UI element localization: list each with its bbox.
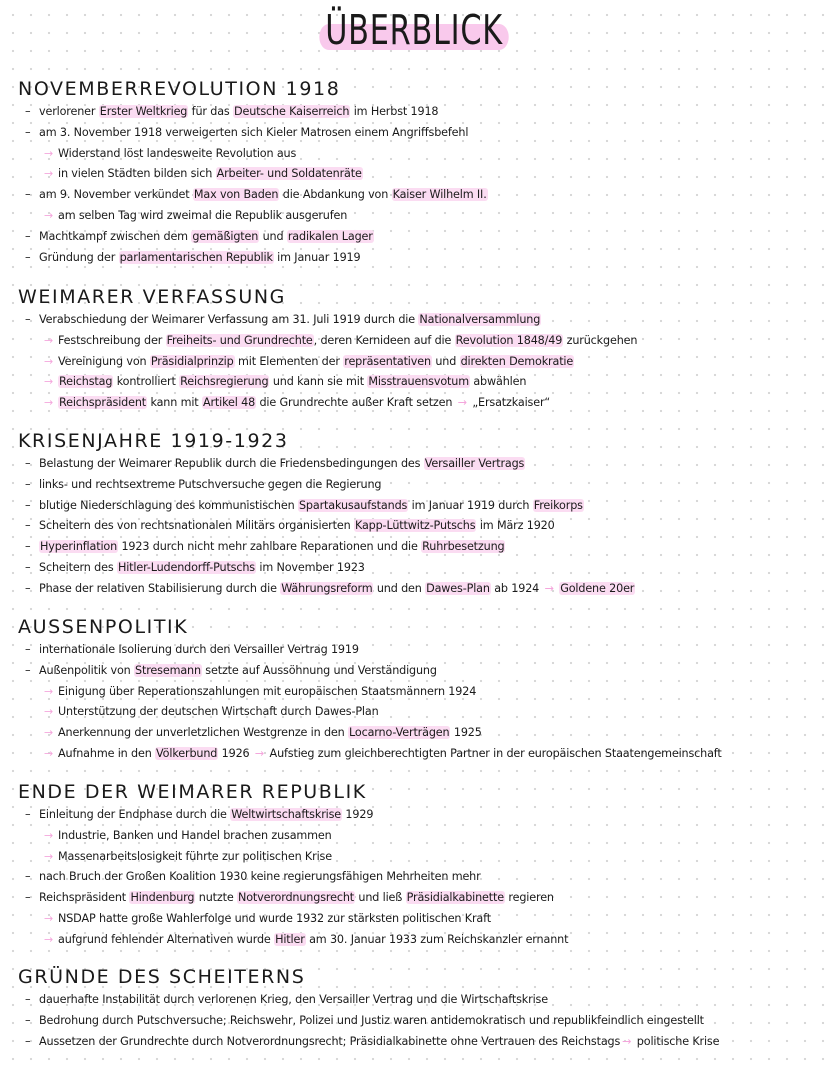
list-item <box>18 227 818 248</box>
highlighted-term: gemäßigten <box>192 229 259 243</box>
bullet-dash-icon: – <box>25 250 31 264</box>
section-heading: GRÜNDE DES SCHEITERNS <box>18 966 306 988</box>
highlighted-term: Reichspräsident <box>59 396 147 410</box>
section-gruende-scheiterns <box>18 964 818 1052</box>
item-text: aufgrund fehlender Alternativen wurde <box>58 932 275 946</box>
bullet-dash-icon: – <box>25 870 31 884</box>
highlighted-term: Arbeiter- und Soldatenräte <box>216 167 362 181</box>
item-list <box>18 310 818 414</box>
item-text: und den <box>373 581 426 595</box>
highlighted-term: Hindenburg <box>130 891 195 905</box>
highlighted-term: Hitler <box>275 932 305 946</box>
item-text: im Herbst 1918 <box>350 105 439 118</box>
highlighted-term: Präsidialprinzip <box>150 354 234 368</box>
arrow-right-icon: → <box>44 932 54 946</box>
highlighted-term: Spartakusaufstands <box>298 498 408 512</box>
item-list <box>18 640 818 765</box>
highlighted-term: Revolution 1848/49 <box>455 333 563 347</box>
arrow-right-icon: → <box>544 581 554 595</box>
item-text: kontrolliert <box>113 375 180 389</box>
section-heading: ENDE DER WEIMARER REPUBLIK <box>18 781 367 803</box>
list-item <box>18 888 818 909</box>
sub-list-item <box>18 723 818 744</box>
sub-list-item <box>18 144 818 165</box>
arrow-right-icon: → <box>44 167 54 181</box>
highlighted-term: Dawes-Plan <box>426 581 490 595</box>
highlighted-term: Reichstag <box>59 375 113 389</box>
bullet-dash-icon: – <box>25 663 31 677</box>
bullet-dash-icon: – <box>25 477 31 491</box>
sub-list-item <box>18 930 818 951</box>
sub-list-item <box>18 331 818 352</box>
item-text: Scheitern des von rechtsnationalen Militärs organisierten <box>39 519 354 533</box>
highlighted-term: parlamentarischen Republik <box>119 250 273 264</box>
arrow-right-icon: → <box>44 375 54 389</box>
bullet-dash-icon: – <box>25 1013 31 1027</box>
item-text: regieren <box>505 891 554 905</box>
highlighted-term: Währungsreform <box>281 581 373 595</box>
highlighted-term: Hyperinflation <box>40 540 118 554</box>
item-text: und <box>259 229 287 243</box>
sub-list-item <box>18 682 818 703</box>
bullet-dash-icon: – <box>25 808 31 821</box>
arrow-right-icon: → <box>44 911 54 925</box>
item-list <box>18 990 818 1052</box>
highlighted-term: direkten Demokratie <box>460 354 574 368</box>
highlighted-term: Freiheits- und Grundrechte <box>166 333 313 347</box>
highlighted-term: Hitler-Ludendorff-Putschs <box>117 560 255 574</box>
arrow-right-icon: → <box>457 396 467 410</box>
list-item <box>18 102 818 123</box>
item-text: ab 1924 <box>490 581 543 595</box>
list-item <box>18 516 818 537</box>
item-text: Massenarbeitslosigkeit führte zur politischen Krise <box>58 849 332 863</box>
item-text: blutige Niederschlagung des kommunistischen <box>39 498 298 512</box>
item-text: am selben Tag wird zweimal die Republik ausgerufen <box>58 208 348 222</box>
arrow-right-icon: → <box>44 705 54 719</box>
item-text: Machtkampf zwischen dem <box>39 229 192 243</box>
sub-list-item <box>18 744 818 765</box>
item-text: am 3. November 1918 verweigerten sich Kieler Matrosen einem Angriffsbefehl <box>39 125 469 139</box>
item-text: Belastung der Weimarer Republik durch die Friedensbedingungen des <box>39 457 424 470</box>
item-text: Industrie, Banken und Handel brachen zusammen <box>58 828 332 842</box>
bullet-dash-icon: – <box>25 993 31 1006</box>
list-item <box>18 640 818 661</box>
item-text: und ließ <box>355 891 406 905</box>
highlighted-term: Notverordnungsrecht <box>237 891 354 905</box>
list-item <box>18 1032 818 1053</box>
highlighted-term: Reichsregierung <box>180 375 269 389</box>
highlighted-term: Präsidialkabinette <box>406 891 505 905</box>
highlighted-term: radikalen Lager <box>287 229 373 243</box>
item-list <box>18 805 818 951</box>
section-weimarer-verfassung <box>18 284 818 414</box>
sub-list-item <box>18 826 818 847</box>
page-title: ÜBERBLICK <box>318 6 510 54</box>
list-item <box>18 579 818 600</box>
highlighted-term: Max von Baden <box>193 188 279 202</box>
item-list <box>18 454 818 600</box>
item-text: Scheitern des <box>39 560 117 574</box>
bullet-dash-icon: – <box>25 457 31 470</box>
item-text: und kann sie mit <box>269 375 368 389</box>
list-item <box>18 454 818 475</box>
list-item <box>18 248 818 269</box>
highlighted-term: Misstrauensvotum <box>368 375 469 389</box>
highlighted-term: Völkerbund <box>156 746 218 760</box>
highlighted-term: Stresemann <box>135 663 201 677</box>
arrow-right-icon: → <box>44 746 54 760</box>
item-text: Einigung über Reperationszahlungen mit europäischen Staatsmännern 1924 <box>58 684 477 698</box>
section-krisenjahre <box>18 428 818 600</box>
item-text: 1925 <box>450 726 482 740</box>
section-heading: WEIMARER VERFASSUNG <box>18 286 286 308</box>
item-text: setzte auf Aussöhnung und Verständigung <box>201 663 437 677</box>
section-heading: KRISENJAHRE 1919-1923 <box>18 430 289 452</box>
item-text: Anerkennung der unverletzlichen Westgrenze in den <box>58 726 349 740</box>
sub-list-item <box>18 847 818 868</box>
arrow-right-icon: → <box>44 396 54 410</box>
section-heading: NOVEMBERREVOLUTION 1918 <box>18 78 341 100</box>
bullet-dash-icon: – <box>25 229 31 243</box>
item-text: Verabschiedung der Weimarer Verfassung am 31. Juli 1919 durch die <box>39 313 419 326</box>
list-item <box>18 537 818 558</box>
highlighted-term: Erster Weltkrieg <box>99 105 188 118</box>
highlighted-term: Freikorps <box>533 498 583 512</box>
item-text: 1923 durch nicht mehr zahlbare Reparationen und die <box>118 540 422 554</box>
bullet-dash-icon: – <box>25 519 31 533</box>
item-text: Widerstand löst landesweite Revolution aus <box>58 146 297 160</box>
highlighted-term: Deutsche Kaiserreich <box>234 105 350 118</box>
highlighted-term: repräsentativen <box>344 354 431 368</box>
list-item <box>18 475 818 496</box>
item-text: die Grundrechte außer Kraft setzen <box>256 396 456 410</box>
item-text: im Januar 1919 durch <box>408 498 533 512</box>
item-text: 1929 <box>342 808 374 821</box>
item-list <box>18 102 818 268</box>
item-text: Aufstieg zum gleichberechtigten Partner in der europäischen Staatengemeinschaft <box>266 746 722 760</box>
item-text: kann mit <box>147 396 202 410</box>
title-wrap <box>0 6 828 54</box>
list-item <box>18 990 818 1011</box>
item-text: Festschreibung der <box>58 333 166 347</box>
item-text: zurückgehen <box>563 333 638 347</box>
section-novemberrevolution <box>18 76 818 268</box>
bullet-dash-icon: – <box>25 105 31 118</box>
arrow-right-icon: → <box>254 746 265 760</box>
item-text: am 9. November verkündet <box>39 188 193 202</box>
item-text: internationale Isolierung durch den Versailler Vertrag 1919 <box>39 643 359 656</box>
section-heading: AUSSENPOLITIK <box>18 616 189 638</box>
section-ende-weimarer-republik <box>18 779 818 951</box>
item-text: nutzte <box>195 891 237 905</box>
sub-list-item <box>18 909 818 930</box>
item-text: , deren Kernideen auf die <box>313 333 455 347</box>
item-text: die Abdankung von <box>279 188 392 202</box>
sub-list-item <box>18 206 818 227</box>
bullet-dash-icon: – <box>25 188 31 202</box>
highlighted-term: Nationalversammlung <box>419 313 541 326</box>
item-text: Aufnahme in den <box>58 746 156 760</box>
item-text: im März 1920 <box>476 519 555 533</box>
item-text: in vielen Städten bilden sich <box>58 167 216 181</box>
arrow-right-icon: → <box>44 208 54 222</box>
item-text: abwählen <box>469 375 527 389</box>
highlighted-term: Versailler Vertrags <box>424 457 525 470</box>
arrow-right-icon: → <box>44 333 54 347</box>
arrow-right-icon: → <box>44 828 54 842</box>
bullet-dash-icon: – <box>25 313 31 326</box>
highlighted-term: Kapp-Lüttwitz-Putschs <box>354 519 476 533</box>
list-item <box>18 123 818 144</box>
item-text: Unterstützung der deutschen Wirtschaft durch Dawes-Plan <box>58 705 379 719</box>
list-item <box>18 185 818 206</box>
bullet-dash-icon: – <box>25 581 31 595</box>
list-item <box>18 496 818 517</box>
item-text: NSDAP hatte große Wahlerfolge und wurde 1932 zur stärksten politischen Kraft <box>58 911 491 925</box>
arrow-right-icon: → <box>44 849 54 863</box>
arrow-right-icon: → <box>44 726 54 740</box>
bullet-dash-icon: – <box>25 498 31 512</box>
list-item <box>18 867 818 888</box>
bullet-dash-icon: – <box>25 1034 31 1048</box>
sub-list-item <box>18 352 818 373</box>
bullet-dash-icon: – <box>25 891 31 905</box>
list-item <box>18 310 818 331</box>
list-item <box>18 1011 818 1032</box>
item-text: Außenpolitik von <box>39 663 135 677</box>
bullet-dash-icon: – <box>25 560 31 574</box>
highlighted-term: Weltwirtschaftskrise <box>231 808 342 821</box>
arrow-right-icon: → <box>44 684 54 698</box>
item-text: Reichspräsident <box>39 891 130 905</box>
sub-list-item <box>18 393 818 414</box>
item-text: links- und rechtsextreme Putschversuche gegen die Regierung <box>39 477 382 491</box>
bullet-dash-icon: – <box>25 125 31 139</box>
highlighted-term: Locarno-Verträgen <box>349 726 450 740</box>
item-text: „Ersatzkaiser“ <box>468 396 551 410</box>
sub-list-item <box>18 702 818 723</box>
item-text: Bedrohung durch Putschversuche; Reichswehr, Polizei und Justiz waren antidemokratisch und republikfeindlich eingestellt <box>39 1013 704 1027</box>
bullet-dash-icon: – <box>25 540 31 554</box>
item-text: und <box>431 354 460 368</box>
item-text: für das <box>188 105 233 118</box>
highlighted-term: Goldene 20er <box>560 581 635 595</box>
arrow-right-icon: → <box>44 354 54 368</box>
item-text: 1926 <box>218 746 253 760</box>
item-text: Gründung der <box>39 250 119 264</box>
list-item <box>18 805 818 826</box>
item-text: am 30. Januar 1933 zum Reichskanzler ernannt <box>305 932 569 946</box>
section-aussenpolitik <box>18 614 818 765</box>
sub-list-item <box>18 164 818 185</box>
list-item <box>18 558 818 579</box>
list-item <box>18 661 818 682</box>
item-text: im November 1923 <box>255 560 365 574</box>
item-text: verlorener <box>39 105 99 118</box>
arrow-right-icon: → <box>44 146 54 160</box>
item-text: im Januar 1919 <box>273 250 361 264</box>
highlighted-term: Kaiser Wilhelm II. <box>392 188 487 202</box>
item-text: Phase der relativen Stabilisierung durch die <box>39 581 281 595</box>
item-text: Vereinigung von <box>58 354 150 368</box>
item-text: mit Elementen der <box>234 354 344 368</box>
item-text: nach Bruch der Großen Koalition 1930 keine regierungsfähigen Mehrheiten mehr <box>39 870 481 884</box>
item-text: politische Krise <box>633 1034 720 1048</box>
item-text: Einleitung der Endphase durch die <box>39 808 231 821</box>
arrow-right-icon: → <box>622 1034 632 1048</box>
bullet-dash-icon: – <box>25 643 31 656</box>
item-text: dauerhafte Instabilität durch verlorenen Krieg, den Versailler Vertrag und die Wirtschaftskrise <box>39 993 548 1006</box>
highlighted-term: Ruhrbesetzung <box>422 540 505 554</box>
highlighted-term: Artikel 48 <box>202 396 256 410</box>
sub-list-item <box>18 372 818 393</box>
item-text: Aussetzen der Grundrechte durch Notverordnungsrecht; Präsidialkabinette ohne Vertrauen des Reichstags <box>39 1034 621 1048</box>
